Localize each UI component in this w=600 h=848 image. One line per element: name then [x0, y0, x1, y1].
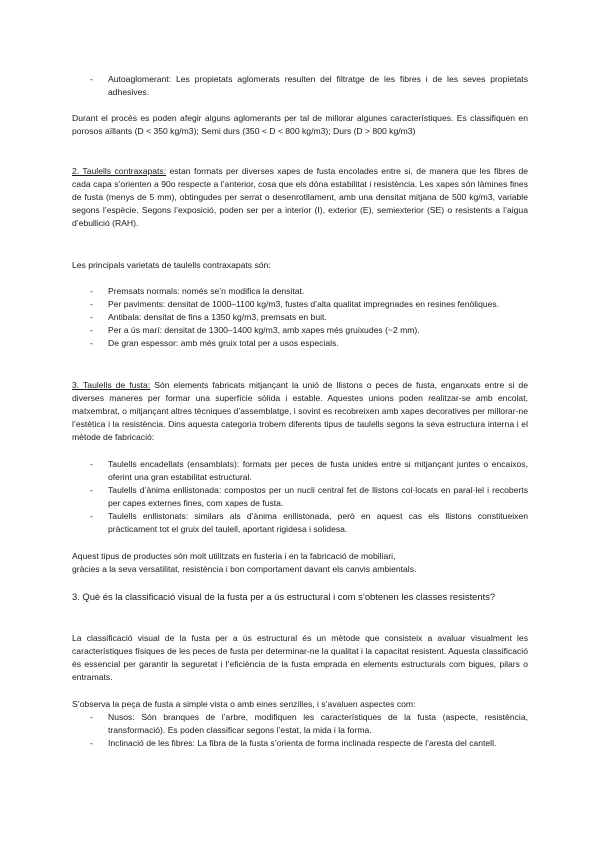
paragraph-text: La classificació visual de la fusta per a ús estructural és un mètode que consisteix a avaluar visualment les característiques físiques de les peces de fusta per determinar-ne la qualitat i la capacitat resistent. Aquesta classificació és essencial per garantir la seguretat i l’eficiència de la fusta emprada en elements estructurals com bigues, pilars o entramats.	[72, 633, 528, 682]
paragraph-fusta	[72, 379, 528, 444]
paragraph-observa	[72, 698, 528, 711]
section-heading: 2. Taulells contraxapats:	[72, 166, 167, 176]
dash-marker: -	[90, 299, 93, 309]
list-item-text: Autoaglomerant: Les propietats aglomerats resulten del filtratge de les fibres i de les seves propietats adhesives.	[108, 74, 528, 97]
paragraph-proces	[72, 112, 528, 138]
dash-marker: -	[90, 511, 93, 521]
paragraph-text: Les principals varietats de taulells contraxapats són:	[72, 260, 271, 270]
dash-marker: -	[90, 712, 93, 722]
list-tipus-taulells	[72, 458, 528, 536]
list-item-text: Per paviments: densitat de 1000–1100 kg/m3, fustes d’alta qualitat impregnades en resines fenòliques.	[108, 299, 500, 309]
list-item	[72, 298, 528, 311]
dash-marker: -	[90, 485, 93, 495]
section-fusta	[72, 379, 528, 444]
list-autoaglomerant	[72, 73, 528, 99]
list-item	[72, 285, 528, 298]
dash-marker: -	[90, 74, 93, 84]
question-text: 3. Què és la classificació visual de la fusta per a ús estructural i com s’obtenen les classes resistents?	[72, 591, 496, 602]
list-varietats	[72, 285, 528, 350]
list-item	[72, 337, 528, 350]
list-aspectes	[72, 711, 528, 750]
list-item-text: Nusos: Són branques de l’arbre, modifiquen les característiques de la fusta (aspecte, resistència, transformació). Es poden classificar segons l’estat, la mida i la forma.	[108, 712, 528, 735]
section-body: estan formats per diverses xapes de fusta encolades entre si, de manera que les fibres de cada capa s’orienten a 90o respecte a l’anterior, cosa que els dóna estabilitat i resistència. Les xapes són làmines fines de fusta (menys de 5 mm), obtingudes per serrat o desenrotllament, amb una densitat mitjana de 500 kg/m3, variable segons l’espècie. Segons l’exposició, poden ser per a interior (I), exterior (E), semiexterior (SE) o resistents a l’aigua d’ebullició (RAH).	[72, 166, 528, 228]
dash-marker: -	[90, 286, 93, 296]
list-item-text: Antibala: densitat de fins a 1350 kg/m3, premsats en buit.	[108, 312, 327, 322]
dash-marker: -	[90, 459, 93, 469]
list-item	[72, 311, 528, 324]
list-item-text: Taulells d’ànima enllistonada: compostos per un nucli central fet de llistons col·locats en paral·lel i recoberts per capes externes fines, com xapes de fusta.	[108, 485, 528, 508]
list-item	[72, 737, 528, 750]
paragraph-text: S’observa la peça de fusta a simple vista o amb eines senzilles, i s’avaluen aspectes com:	[72, 699, 416, 709]
dash-marker: -	[90, 338, 93, 348]
list-item	[72, 484, 528, 510]
section-contraxapats	[72, 165, 528, 230]
dash-marker: -	[90, 312, 93, 322]
list-item	[72, 73, 528, 99]
paragraph-line: gràcies a la seva versatilitat, resistència i bon comportament davant els canvis ambientals.	[72, 564, 417, 574]
dash-marker: -	[90, 325, 93, 335]
list-item-text: Premsats normals: només se’n modifica la densitat.	[108, 286, 305, 296]
list-item-text: De gran espessor: amb més gruix total per a usos especials.	[108, 338, 339, 348]
list-item	[72, 711, 528, 737]
paragraph-productes	[72, 550, 528, 576]
list-item-text: Taulells encadellats (ensamblats): formats per peces de fusta unides entre si mitjançant juntes o encaixos, oferint una gran estabilitat estructural.	[108, 459, 528, 482]
paragraph-classificacio	[72, 632, 528, 684]
dash-marker: -	[90, 738, 93, 748]
paragraph-varietats-intro	[72, 259, 528, 272]
section-body: Són elements fabricats mitjançant la unió de llistons o peces de fusta, enganxats entre si de diverses maneres per formar una superfície sòlida i estable. Aquestes unions poden realitzar-se amb encolat, matxembrat, o mitjançant altres tècniques d’assemblatge, i sovint es recobreixen amb xapes decoratives per millorar-ne l’estètica i la resistència. Dins aquesta categoria trobem diferents tipus de taulells segons la seva estructura interna i el mètode de fabricació:	[72, 380, 528, 442]
list-item-text: Per a ús marí: densitat de 1300–1400 kg/m3, amb xapes més gruixudes (~2 mm).	[108, 325, 420, 335]
list-item	[72, 510, 528, 536]
question-heading	[72, 590, 528, 604]
paragraph-contraxapats	[72, 165, 528, 230]
list-item	[72, 458, 528, 484]
paragraph-text: Durant el procés es poden afegir alguns aglomerants per tal de millorar algunes característiques. Es classifiquen en porosos aïllants (D < 350 kg/m3); Semi durs (350 < D < 800 kg/m3); Durs (D > 800 kg/m3)	[72, 113, 528, 136]
list-item	[72, 324, 528, 337]
section-heading: 3. Taulells de fusta:	[72, 380, 151, 390]
list-item-text: Taulells enllistonats: similars als d’ànima enllistonada, però en aquest cas els llistons constitueixen pràcticament tot el gruix del taulell, aportant rigidesa i solidesa.	[108, 511, 528, 534]
list-item-text: Inclinació de les fibres: La fibra de la fusta s’orienta de forma inclinada respecte de l’aresta del cantell.	[108, 738, 497, 748]
paragraph-line: Aquest tipus de productes són molt utilitzats en fusteria i en la fabricació de mobiliari,	[72, 551, 396, 561]
